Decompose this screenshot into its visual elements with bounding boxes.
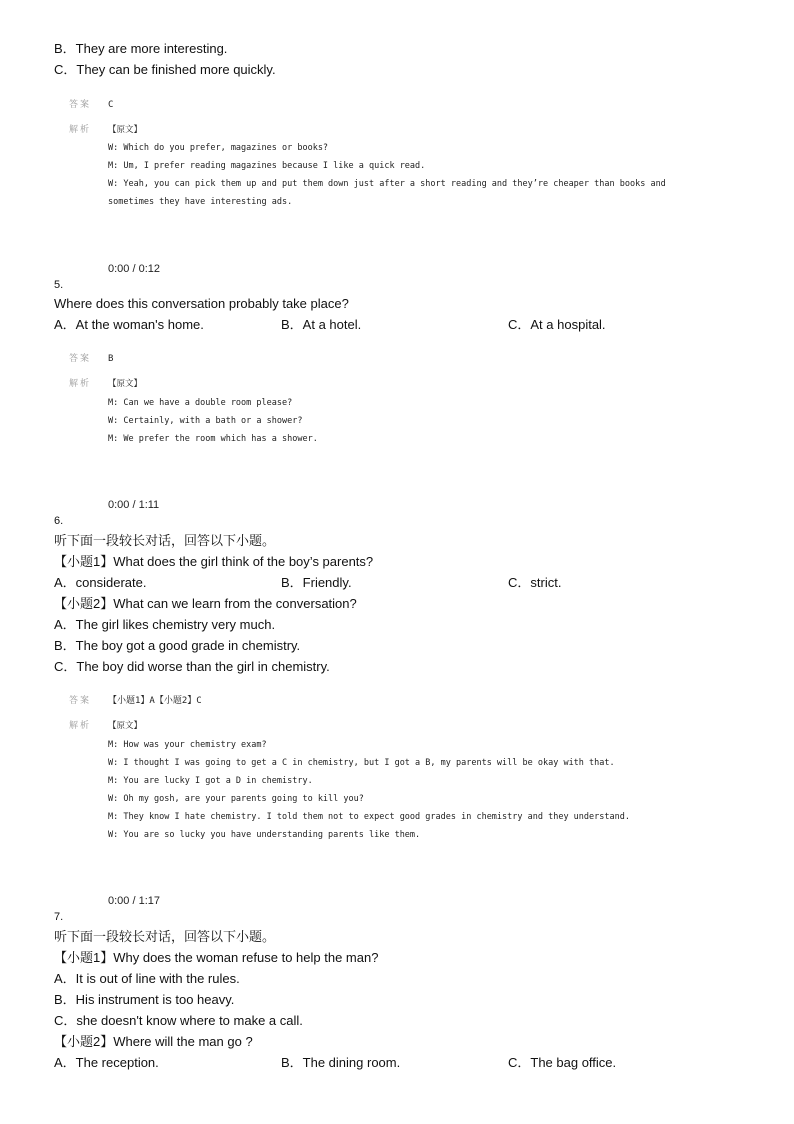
q4-option-b: B．They are more interesting. [54,41,228,56]
q5-yuanwen: 【原文】 [108,379,143,389]
q6-sub1-question: 【小题1】What does the girl think of the boy’s parents? [54,554,374,569]
q7-sub1-question: 【小题1】Why does the woman refuse to help the man? [54,950,379,965]
q6-transcript-line: M: How was your chemistry exam? [108,740,267,750]
q7-sub2-option-b: B．The dining room. [281,1055,401,1070]
q6-yuanwen: 【原文】 [108,721,143,731]
q4-yuanwen: 【原文】 [108,125,143,135]
q5-question: Where does this conversation probably take place? [54,296,349,311]
q5-number: 5. [54,279,64,291]
q6-transcript-line: W: Oh my gosh, are your parents going to kill you? [108,794,364,804]
q6-sub2-option-a: A．The girl likes chemistry very much. [54,617,276,632]
q6-answer-label: 答案 [69,696,92,706]
q6-answer: 【小题1】A【小题2】C [108,696,202,706]
q7-sub1-option-a: A．It is out of line with the rules. [54,971,240,986]
q6-sub2-option-c: C．The boy did worse than the girl in chemistry. [54,659,330,674]
q5-answer: B [108,354,114,364]
q7-sub2-option-a: A．The reception. [54,1055,159,1070]
q6-sub2-question: 【小题2】What can we learn from the conversation? [54,596,357,611]
q6-sub1-option-b: B．Friendly. [281,575,352,590]
q6-sub2-option-b: B．The boy got a good grade in chemistry. [54,638,301,653]
q5-option-b: B．At a hotel. [281,317,362,332]
q5-audio-player-time[interactable]: 0:00 / 0:12 [108,263,160,275]
q7-intro: 听下面一段较长对话，回答以下小题。 [54,929,276,944]
q7-number: 7. [54,911,64,923]
q5-option-c: C．At a hospital. [508,317,606,332]
q5-option-a: A．At the woman's home. [54,317,204,332]
q6-intro: 听下面一段较长对话，回答以下小题。 [54,533,276,548]
q5-transcript-line: W: Certainly, with a bath or a shower? [108,416,303,426]
q5-analysis-label: 解析 [69,379,92,389]
q4-option-c: C．They can be finished more quickly. [54,62,276,77]
q4-transcript-line: W: Yeah, you can pick them up and put them down just after a short reading and they’re cheaper than books and [108,179,666,189]
q4-transcript-line: W: Which do you prefer, magazines or books? [108,143,329,153]
q6-audio-player-time[interactable]: 0:00 / 1:11 [108,499,160,511]
q6-analysis-label: 解析 [69,721,92,731]
q7-sub2-option-c: C．The bag office. [508,1055,617,1070]
q4-transcript-line: sometimes they have interesting ads. [108,197,293,207]
q6-transcript-line: W: You are so lucky you have understanding parents like them. [108,830,421,840]
q4-answer: C [108,100,114,110]
q7-audio-player-time[interactable]: 0:00 / 1:17 [108,895,160,907]
q6-transcript-line: M: You are lucky I got a D in chemistry. [108,776,313,786]
q7-sub1-option-b: B．His instrument is too heavy. [54,992,235,1007]
q6-number: 6. [54,515,64,527]
q7-sub2-question: 【小题2】Where will the man go ? [54,1034,253,1049]
q5-answer-label: 答案 [69,354,92,364]
q6-transcript-line: W: I thought I was going to get a C in chemistry, but I got a B, my parents will be okay with that. [108,758,615,768]
q5-transcript-line: M: We prefer the room which has a shower. [108,434,318,444]
q5-transcript-line: M: Can we have a double room please? [108,398,293,408]
q4-answer-label: 答案 [69,100,92,110]
q4-analysis-label: 解析 [69,125,92,135]
q4-transcript-line: M: Um, I prefer reading magazines because I like a quick read. [108,161,426,171]
q6-sub1-option-a: A．considerate. [54,575,147,590]
q6-sub1-option-c: C．strict. [508,575,562,590]
q6-transcript-line: M: They know I hate chemistry. I told them not to expect good grades in chemistry and they understand. [108,812,630,822]
q7-sub1-option-c: C．she doesn't know where to make a call. [54,1013,303,1028]
